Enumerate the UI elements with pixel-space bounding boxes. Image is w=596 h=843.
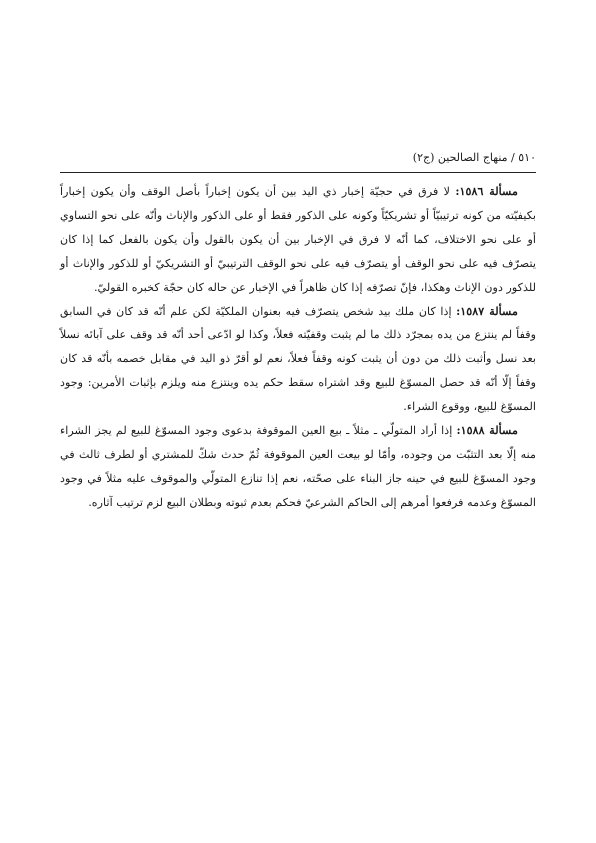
header-separator: / (511, 151, 515, 164)
masala-text: لا فرق في حجيّة إخبار ذي اليد بين أن يكون إخباراً بأصل الوقف وأن يكون إخباراً بكيفيّته من كونه ترتيبيّاً أو تشريكيّاً وكونه على الذكور فقط أو على الذكور والإناث وأنّه على نحو التساوي أو على نحو الاختلاف، كما أنّه لا فرق في الإخبار بين أن يكون بالقول وأن يكون بالفعل كما إذا كان يتصرّف فيه على نحو الوقف أو يتصرّف فيه على نحو الوقف الترتيبيّ أو التشريكيّ أو للذكور والإناث أو للذكور دون الإناث وهكذا، فإنّ تصرّفه إذا كان ظاهراً في الإخبار عن حاله كان حجّة كخبره القوليّ. (60, 185, 536, 294)
masala-1587 (60, 300, 536, 420)
body-text (60, 180, 536, 515)
running-header (60, 150, 536, 166)
masala-label: مسألة ١٥٨٧: (456, 303, 518, 318)
masala-label: مسألة ١٥٨٦: (455, 184, 518, 198)
masala-1586 (60, 180, 536, 300)
masala-1588 (60, 419, 536, 515)
masala-text: إذا أراد المتولّي ـ مثلاً ـ بيع العين الموقوفة بدعوى وجود المسوّغ للبيع لم يجز الشراء منه إلّا بعد التثبّت من وجوده، وأمّا لو بيعت العين الموقوفة ثُمّ حدث شكّ للمشتري أو لطرف ثالث في وجود المسوّغ للبيع في حينه جاز البناء على صحّته، نعم إذا تنازع المتولّي والموقوف عليه مثلاً في وجود المسوّغ وعدمه فرفعوا أمرهم إلى الحاكم الشرعيّ فحكم بعدم ثبوته وبطلان البيع لزم ترتيب آثاره. (60, 424, 536, 509)
page-number: ٥١٠ (518, 151, 536, 164)
masala-label: مسألة ١٥٨٨: (456, 423, 518, 438)
header-rule (60, 172, 536, 173)
masala-text: إذا كان ملك بيد شخص يتصرّف فيه بعنوان الملكيّة لكن علم أنّه قد كان في السابق وقفاً لم ينتزع من يده بمجرّد ذلك ما لم يثبت وقفيّته فعلاً، وكذا لو ادّعى أحد أنّه قد وقف على آبائه نسلاً بعد نسل وأثبت ذلك من دون أن يثبت كونه وقفاً فعلاً، نعم لو أقرّ ذو اليد في مقابل خصمه بأنّه قد كان وقفاً إلّا أنّه قد حصل المسوّغ للبيع وقد اشتراه سقط حكم يده وينتزع منه ويلزم بإثبات الأمرين: وجود المسوّغ للبيع، ووقوع الشراء. (60, 304, 536, 414)
book-title: منهاج الصالحين (ج٢) (412, 151, 508, 164)
